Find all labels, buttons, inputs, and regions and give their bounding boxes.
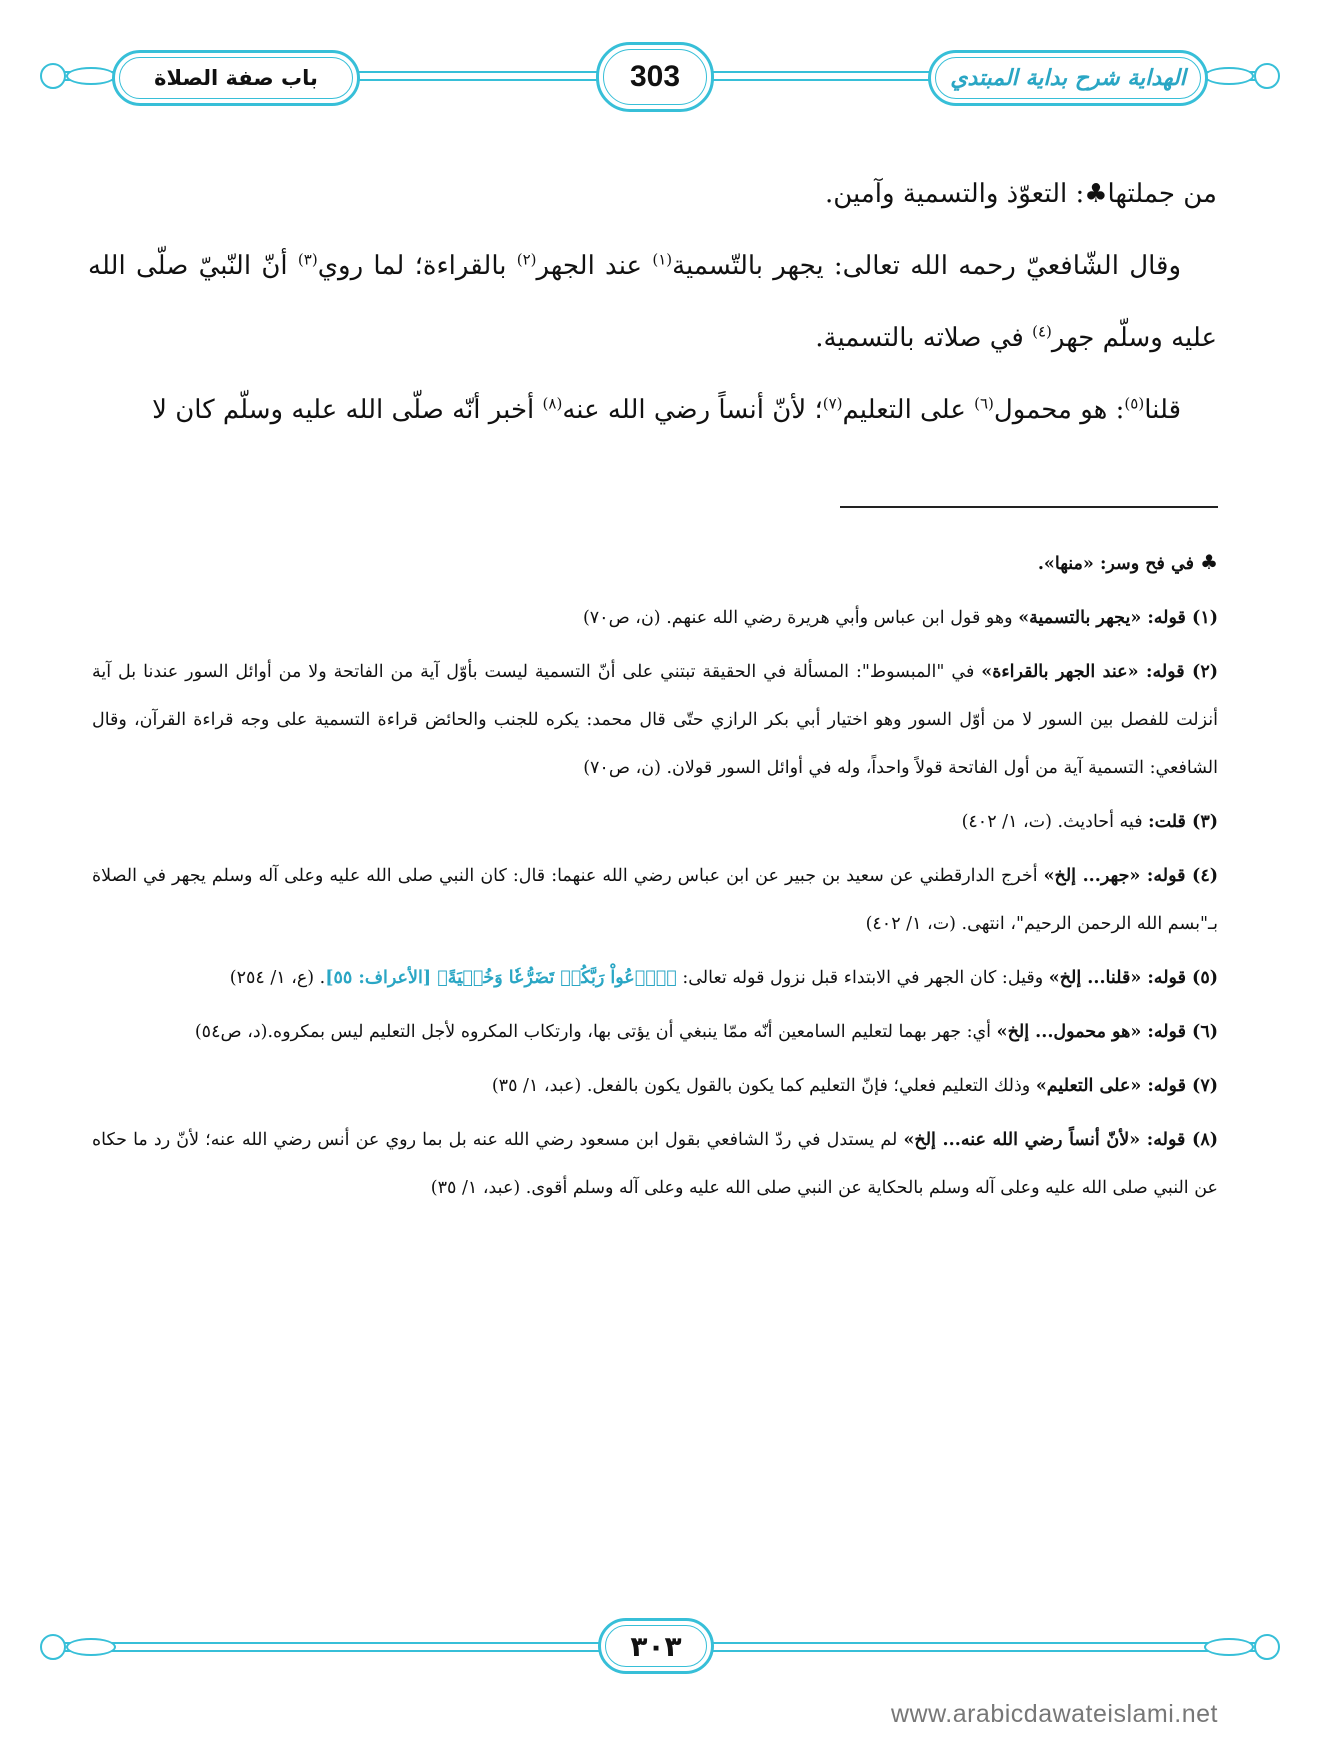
main-paragraph-2: وقال الشّافعيّ رحمه الله تعالى: يجهر بالتّسمية$^{(١)}$ عند الجهر$^{(٢)}$ بالقراءة؛ لما روي$^{(٣)}$ أنّ النّبيّ صلّى الله عليه وسلّم جهر$^{(٤)}$ في صلاته بالتسمية. <box>88 250 1217 353</box>
footnote-5: (٥) قوله: «قلنا... إلخ» وقيل: كان الجهر في الابتداء قبل نزول قوله تعالى: ﴿ٱدۡعُواْ رَبَّكُمۡ تَضَرُّعٗا وَخُفۡيَةً﴾ [الأعراف: ٥٥]. (ع، ١/ ٢٥٤) <box>229 968 1218 988</box>
footnote-7: (٧) قوله: «على التعليم» وذلك التعليم فعلي؛ فإنّ التعليم كما يكون بالقول يكون بالفعل. (عبد، ١/ ٣٥) <box>491 1076 1218 1096</box>
footnote-ref: (٨) <box>542 394 563 413</box>
footnote-club: ♣ في فح وسر: «منها». <box>1037 550 1218 574</box>
footnote-ref: (٥) <box>1124 394 1145 413</box>
chapter-title-tab <box>112 50 360 106</box>
header-page-number: 303 <box>629 60 681 93</box>
footnote-ref: (٧) <box>822 394 843 413</box>
book-title: الهداية شرح بداية المبتدي <box>950 65 1186 91</box>
footer-page-number-tab <box>598 1618 714 1674</box>
footnotes <box>92 538 1218 1218</box>
footnote-ref: (٣) <box>297 250 318 269</box>
footnote-ref: (٤) <box>1032 322 1052 341</box>
chapter-title: باب صفة الصلاة <box>154 66 318 90</box>
footnote-ref: (٦) <box>974 394 994 413</box>
footer-left-flourish <box>66 1638 116 1656</box>
club-icon: ♣ <box>1200 550 1218 574</box>
footnote-8: (٨) قوله: «لأنّ أنساً رضي الله عنه... إلخ» لم يستدل في ردّ الشافعي بقول ابن مسعود رضي الله عنه بل بما روي عن أنس رضي الله عنه؛ لأنّ رد ما حكاه عن النبي صلى الله عليه وعلى آله وسلم بالحكاية عن النبي صلى الله عليه وعلى آله وسلم أقوى. (عبد، ١/ ٣٥) <box>92 1130 1218 1198</box>
header-right-cap <box>1254 63 1280 89</box>
book-title-tab <box>928 50 1208 106</box>
footnote-separator <box>840 506 1218 508</box>
main-paragraph-3: قلنا$^{(٥)}$: هو محمول$^{(٦)}$ على التعليم$^{(٧)}$؛ لأنّ أنساً رضي الله عنه$^{(٨)}$ أخبر أنّه صلّى الله عليه وسلّم كان لا <box>152 394 1181 425</box>
main-paragraph-1: من جملتها♣: التعوّذ والتسمية وآمين. <box>824 179 1217 209</box>
header-left-cap <box>40 63 66 89</box>
website-url: www.arabicdawateislami.net <box>890 1700 1218 1728</box>
footer-right-cap <box>1254 1634 1280 1660</box>
footnote-ref: (١) <box>652 250 673 269</box>
footnote-6: (٦) قوله: «هو محمول... إلخ» أي: جهر بهما لتعليم السامعين أنّه ممّا ينبغي أن يؤتى بها، وارتكاب المكروه لأجل التعليم ليس بمكروه.(د، ص٥٤) <box>194 1022 1218 1042</box>
footnote-1: (١) قوله: «يجهر بالتسمية» وهو قول ابن عباس وأبي هريرة رضي الله عنهم. (ن، ص٧٠) <box>582 608 1218 628</box>
page-number-tab <box>596 42 714 112</box>
quran-verse: ﴿ٱدۡعُواْ رَبَّكُمۡ تَضَرُّعٗا وَخُفۡيَةً﴾ [الأعراف: ٥٥] <box>325 968 677 988</box>
footer-left-cap <box>40 1634 66 1660</box>
footer-page-number: ٣٠٣ <box>630 1629 682 1663</box>
header-right-flourish <box>1204 67 1254 85</box>
main-text <box>88 158 1217 446</box>
footnote-3: (٣) قلت: فيه أحاديث. (ت، ١/ ٤٠٢) <box>961 812 1218 832</box>
footnote-2: (٢) قوله: «عند الجهر بالقراءة» في "المبسوط": المسألة في الحقيقة تبتني على أنّ التسمية ليست بأوّل آية من الفاتحة ولا من أوائل السور عندنا بل آية أنزلت للفصل بين السور لا من أوّل السور وهو اختيار أبي بكر الرازي حتّى قال محمد: يكره للجنب والحائض قراءة التسمية على وجه قراءة القرآن، وقال الشافعي: التسمية آية من أول الفاتحة قولاً واحداً، وله في أوائل السور قولان. (ن، ص٧٠) <box>92 662 1219 778</box>
header-left-flourish <box>66 67 116 85</box>
footnote-ref: (٢) <box>516 250 537 269</box>
footer-right-flourish <box>1204 1638 1254 1656</box>
footnote-4: (٤) قوله: «جهر... إلخ» أخرج الدارقطني عن سعيد بن جبير عن ابن عباس رضي الله عنهما: قال: كان النبي صلى الله عليه وعلى آله وسلم يجهر في الصلاة بـ"بسم الله الرحمن الرحيم"، انتهى. (ت، ١/ ٤٠٢) <box>92 866 1219 934</box>
